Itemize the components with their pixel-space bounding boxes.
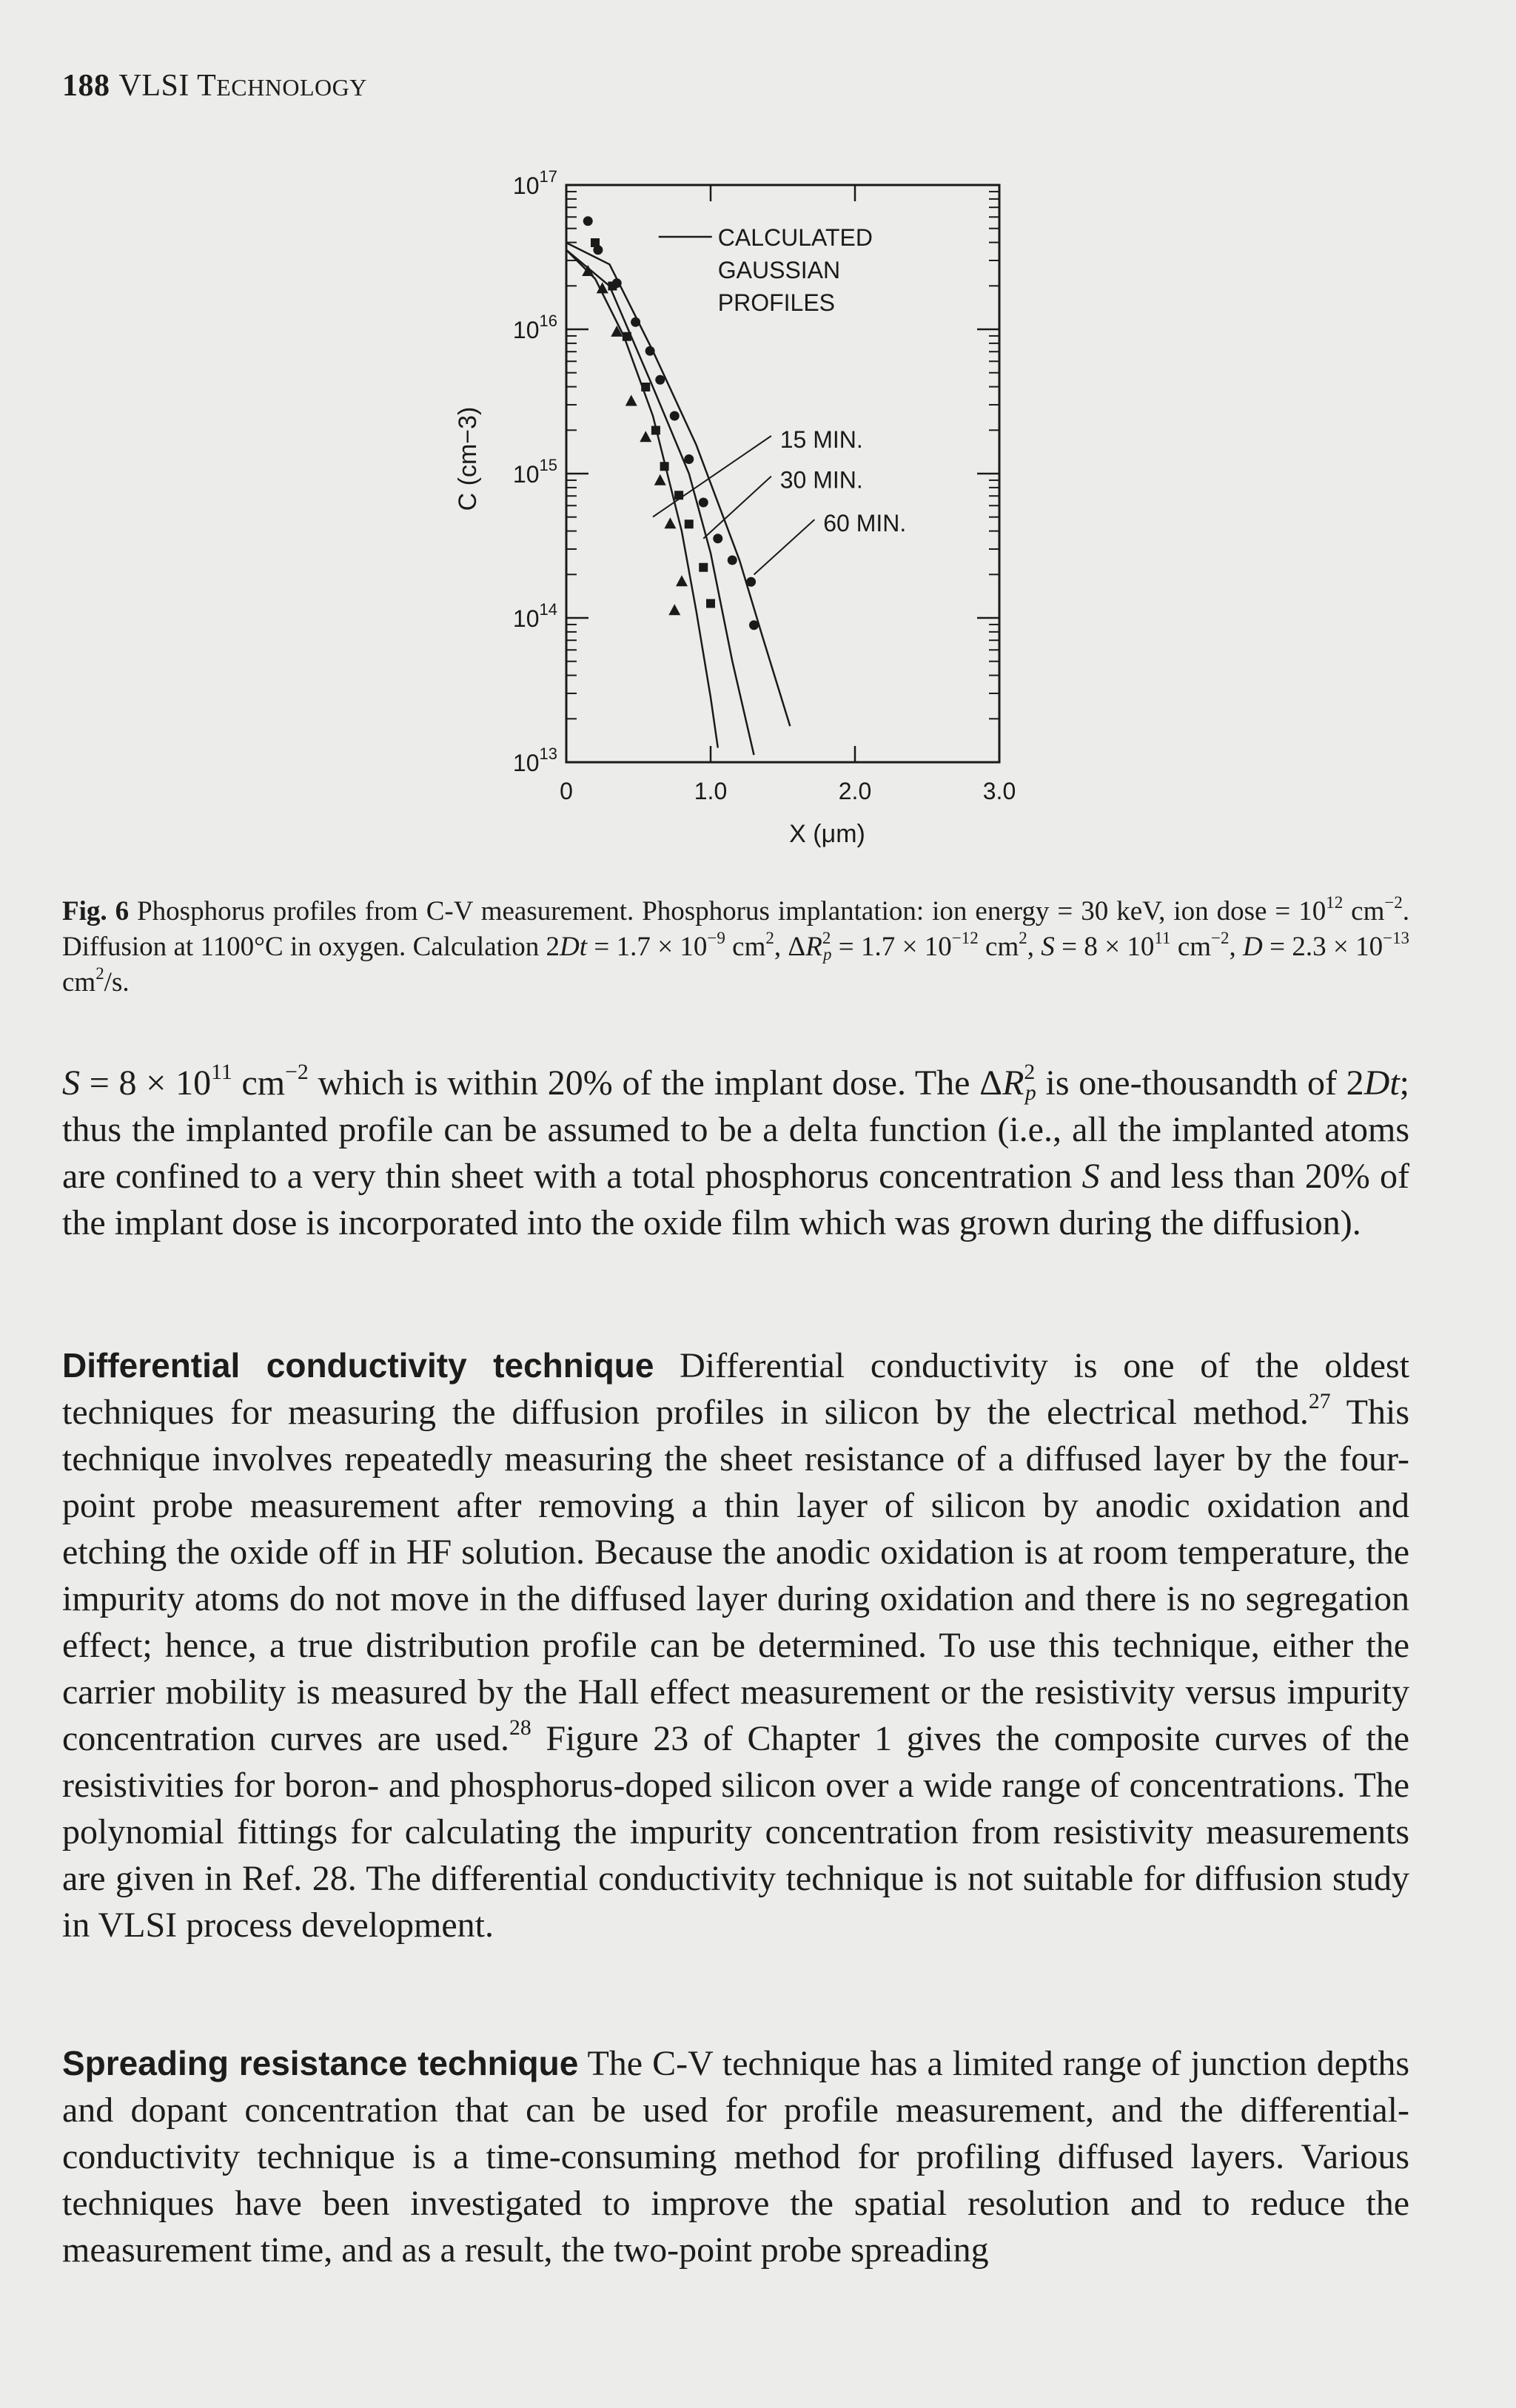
section-heading-spreading-resistance: Spreading resistance technique: [62, 2044, 579, 2082]
caption-text: /s.: [104, 967, 130, 998]
square-point: [623, 332, 631, 341]
page-number: 188: [62, 69, 110, 103]
y-tick-label: [513, 600, 557, 632]
caption-text: cm: [978, 932, 1019, 962]
caption-sup: 2: [765, 928, 774, 947]
y-tick-exponent: 15: [539, 456, 557, 474]
superscript: 2: [1024, 1060, 1036, 1085]
paragraph-spreading-resistance: [62, 2040, 1409, 2273]
text-run: which is within 20% of the implant dose. The Δ: [308, 1063, 1003, 1103]
caption-text: = 1.7 × 10: [587, 932, 708, 962]
x-tick-label: 3.0: [982, 778, 1016, 804]
circle-point: [583, 216, 593, 226]
math-var: S: [1081, 1157, 1100, 1196]
caption-text: cm: [725, 932, 766, 962]
caption-sup: −13: [1383, 928, 1410, 947]
triangle-point: [654, 474, 666, 485]
triangle-point: [676, 575, 688, 586]
text-run: Figure 23 of Chapter 1 gives the composite curves of the resistivities for boron- and phosphorus-doped silicon over a wide range of concentrations. The polynomial fittings for calculating the impurity concentration from resistivity measurements are given in Ref. 28. The differential conductivity technique is not suitable for diffusion study in VLSI process development.: [62, 1719, 1410, 1945]
superscript: −2: [285, 1060, 309, 1085]
caption-var: D: [1243, 932, 1263, 962]
figure-caption: [62, 894, 1409, 1000]
legend-text: PROFILES: [717, 289, 836, 316]
caption-var: Dt: [560, 932, 588, 962]
circle-point: [593, 245, 603, 255]
text-run: Differential conductivity is one of the oldest techniques for measuring the diffusion profiles in silicon by the electrical method.: [62, 1346, 1409, 1432]
figure-label: Fig. 6: [62, 896, 130, 926]
paragraph-differential-conductivity: [62, 1342, 1409, 1948]
caption-text: ,: [1229, 932, 1244, 962]
reference-superscript: 28: [509, 1715, 531, 1741]
square-point: [660, 462, 669, 471]
square-point: [641, 383, 650, 391]
caption-text: = 8 × 10: [1054, 932, 1155, 962]
circle-point: [684, 454, 694, 464]
y-tick-label: [513, 456, 557, 488]
caption-text: = 2.3 × 10: [1262, 932, 1383, 962]
annotation-label: 60 MIN.: [823, 510, 907, 537]
circle-point: [713, 534, 722, 543]
paragraph-implant-dose: [62, 1060, 1409, 1246]
square-point: [651, 426, 660, 435]
math-var: Dt: [1364, 1063, 1400, 1103]
annotation-leader: [703, 477, 771, 539]
caption-sup: 2: [1019, 928, 1027, 947]
annotation-label: 30 MIN.: [779, 466, 863, 494]
caption-sup: 2: [95, 963, 104, 983]
triangle-point: [625, 395, 637, 406]
caption-sup: −9: [707, 928, 725, 947]
caption-text: . Diffusion at 1100°C in oxygen. Calculation 2: [62, 896, 1410, 962]
text-run: This technique involves repeatedly measuring the sheet resistance of a diffused layer by the four-point probe measurement after removing a thin layer of silicon by anodic oxidation and etching the oxide off in HF solution. Because the anodic oxidation is at room temperature, the impurity atoms do not move in the diffused layer during oxidation and there is no segregation effect; hence, a true distribution profile can be determined. To use this technique, either the carrier mobility is measured by the Hall effect measurement or the resistivity versus impurity concentration curves are used.: [62, 1393, 1410, 1758]
square-point: [699, 563, 708, 572]
math-var: R: [1002, 1063, 1024, 1103]
caption-text: Phosphorus profiles from C-V measurement. Phosphorus implantation: ion energy = 30 keV, ion dose = 10: [137, 896, 1326, 926]
circle-point: [655, 375, 665, 385]
text-run: and less than 20% of the implant dose is incorporated into the oxide film which was grown during the diffusion).: [62, 1157, 1409, 1242]
caption-sup: −2: [1384, 892, 1403, 912]
y-tick-exponent: 14: [539, 600, 557, 619]
caption-sup: 2: [822, 928, 831, 947]
caption-sup: −2: [1211, 928, 1230, 947]
reference-superscript: 27: [1308, 1389, 1331, 1414]
y-tick-base: 10: [512, 605, 540, 632]
square-point: [706, 599, 715, 608]
annotation-label: 15 MIN.: [779, 426, 863, 453]
x-tick-label: 0: [560, 778, 573, 804]
caption-var: R: [805, 932, 822, 962]
triangle-point: [664, 517, 676, 528]
subscript: p: [1024, 1080, 1036, 1106]
y-tick-base: 10: [512, 172, 540, 199]
y-tick-exponent: 16: [539, 312, 557, 330]
y-tick-exponent: 17: [539, 167, 557, 186]
y-tick-label: [513, 312, 557, 343]
running-head: [62, 68, 367, 104]
superscript: 11: [211, 1060, 232, 1085]
circle-point: [749, 620, 759, 630]
running-title-initial: VLSI T: [118, 69, 217, 103]
legend-text: GAUSSIAN: [717, 257, 841, 283]
circle-point: [746, 577, 756, 587]
y-tick-label: [513, 167, 557, 199]
y-tick-base: 10: [512, 317, 540, 343]
gaussian-curve: [566, 250, 754, 756]
x-axis-label: X (μm): [789, 820, 865, 848]
text-run: is one-thousandth of 2: [1036, 1063, 1364, 1103]
circle-point: [612, 278, 622, 288]
y-tick-exponent: 13: [539, 744, 557, 763]
y-tick-label: [513, 744, 557, 776]
circle-point: [631, 317, 640, 327]
text-run: ; thus the implanted profile can be assumed to be a delta function (i.e., all the implanted atoms are confined to a very thin sheet with a total phosphorus concentration: [62, 1063, 1410, 1196]
caption-text: cm: [62, 967, 96, 998]
circle-point: [728, 556, 737, 565]
caption-sub: p: [822, 944, 832, 963]
caption-text: ,: [1027, 932, 1042, 962]
section-heading-differential-conductivity: Differential conductivity technique: [62, 1346, 654, 1385]
circle-point: [645, 346, 655, 356]
caption-text: cm: [1170, 932, 1212, 962]
caption-text: , Δ: [774, 932, 806, 962]
running-title-rest: ECHNOLOGY: [216, 74, 367, 101]
text-run: The C-V technique has a limited range of junction depths and dopant concentration that can be used for profile measurement, and the differential-conductivity technique is a time-consuming method for profiling diffused layers. Various techniques have been investigated to improve the spatial resolution and to reduce the measurement time, and as a result, the two-point probe spreading: [62, 2044, 1410, 2270]
text-run: = 8 × 10: [80, 1063, 212, 1103]
square-point: [685, 519, 694, 528]
circle-point: [699, 498, 708, 508]
triangle-point: [640, 431, 651, 442]
caption-text: cm: [1343, 896, 1385, 926]
y-tick-base: 10: [512, 461, 540, 488]
text-run: cm: [232, 1063, 286, 1103]
y-axis-label: C (cm−3): [454, 406, 482, 511]
legend-text: CALCULATED: [717, 224, 873, 251]
annotation-leader: [653, 436, 771, 517]
x-tick-label: 2.0: [838, 778, 872, 804]
caption-sup: 12: [1326, 892, 1344, 912]
x-tick-label: 1.0: [694, 778, 728, 804]
caption-var: S: [1041, 932, 1055, 962]
chart-labels: [454, 167, 1016, 848]
caption-sup: 11: [1154, 928, 1171, 947]
caption-sup: −12: [951, 928, 979, 947]
caption-text: = 1.7 × 10: [831, 932, 952, 962]
triangle-point: [668, 604, 680, 615]
y-tick-base: 10: [512, 750, 540, 776]
phosphorus-profile-chart: [415, 159, 1081, 870]
math-var: S: [62, 1063, 80, 1103]
circle-point: [670, 411, 680, 421]
annotation-leader: [754, 519, 815, 574]
